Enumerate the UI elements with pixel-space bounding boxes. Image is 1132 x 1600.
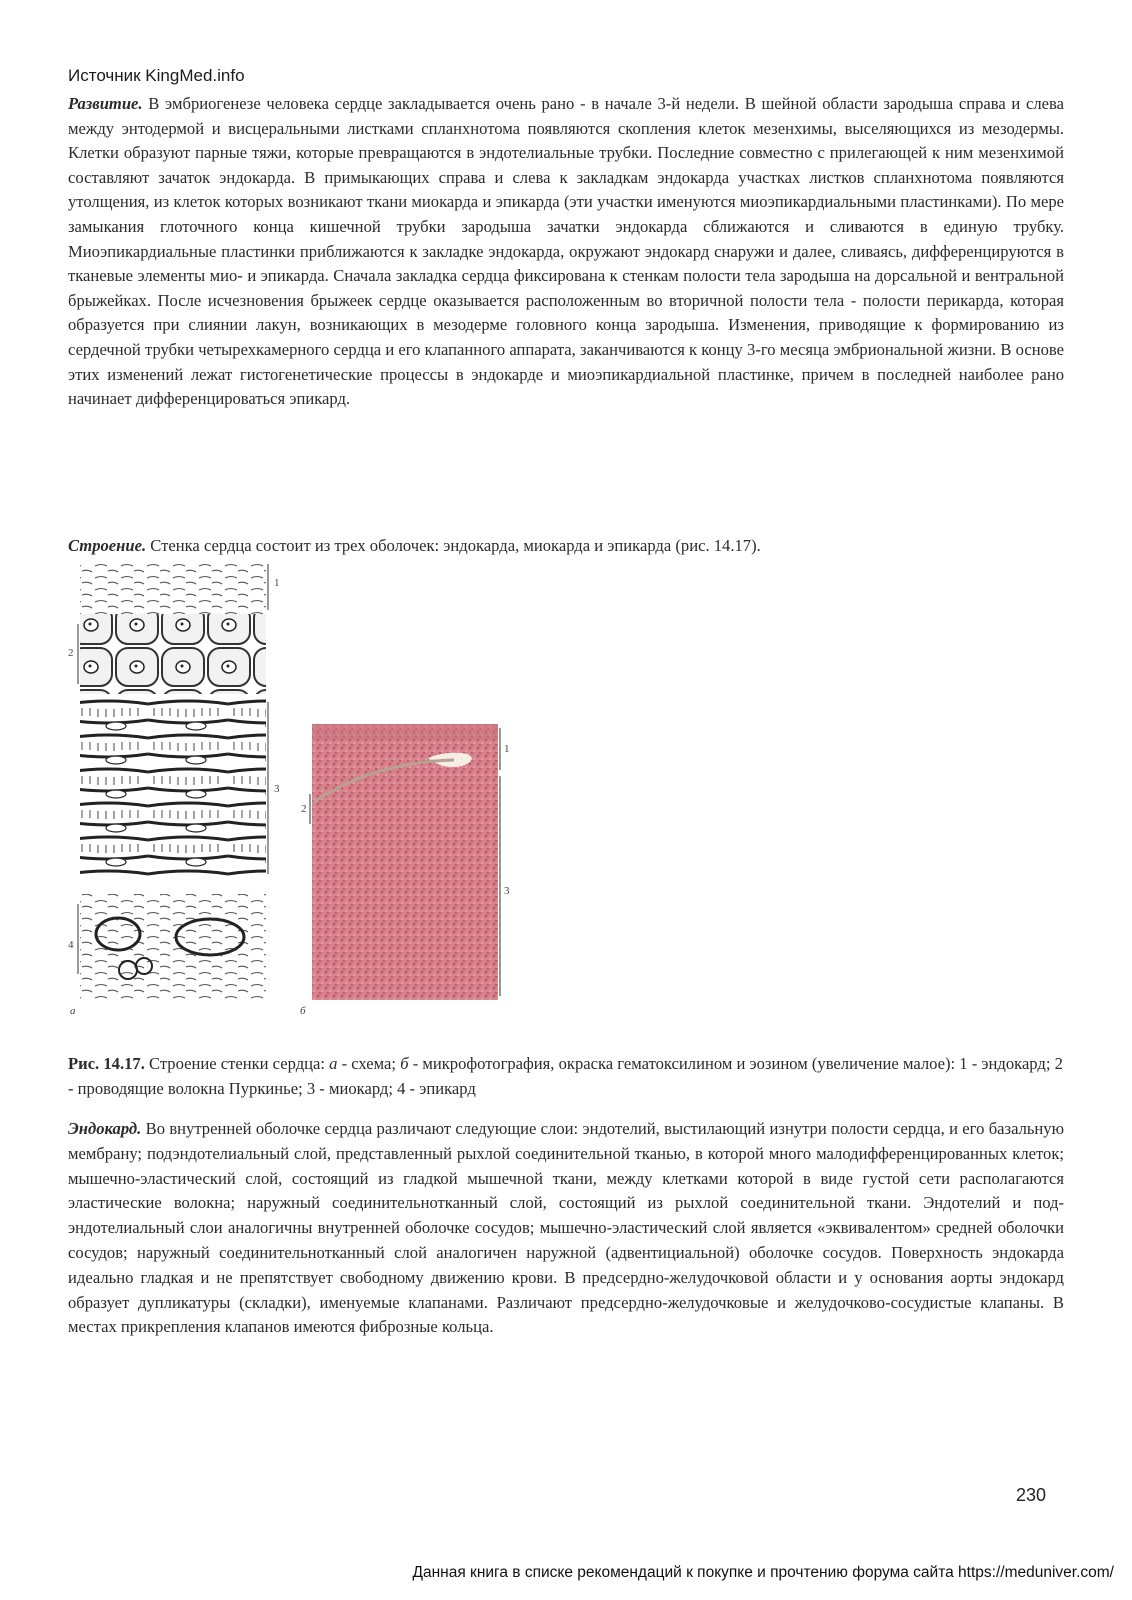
caption-figure-number: Рис. 14.17. [68,1054,145,1073]
label-b-1: 1 [504,743,510,755]
endocard-text: Во внутренней оболочке сердца различают следующие слои: эндотелий, выстилающий изнутри полости сердца, и его базальную мембрану; подэндотелиальный слой, представленный рыхлой соединительной тканью, в которой много малодифференцированных клеток; мышечно-эластический слой, состоящий из гладкой мышечной ткани, между клетками которой в виде густой сети располагаются эластические волокна; наружный соединительнотканный слой, состоящий из рыхлой соединительной ткани. Эндотелий и под-эндотелиальный слои аналогичны внутренней оболочке сосудов; мышечно-эластический слой является «эквивалентом» средней оболочки сосудов; наружный соединительнотканный слой аналогичен наружной (адвентициальной) оболочке сосудов. Поверхность эндокарда идеально гладкая и не препятствует свободному движению крови. В предсердно-желудочковой области и у основания аорты эндокард образует дупликатуры (складки), именуемые клапанами. Различают предсердно-желудочковые и желудочково-сосудистые клапаны. В местах прикрепления клапанов имеются фиброзные кольца. [68,1119,1064,1337]
structure-paragraph [68,534,1064,559]
myocardium-layer [80,698,266,878]
micrograph-panel-b [300,724,510,1017]
footer-note: Данная книга в списке рекомендаций к покупке и прочтению форума сайта https://meduniver.com/ [412,1564,1114,1581]
caption-text: - микрофотография, окраска гематоксилином и эозином (увеличение малое): 1 - эндокард; 2 - проводящие волокна Пуркинье; 3 - миокард; 4 - эпикард [68,1054,1063,1098]
caption-text: Строение стенки сердца: [144,1054,330,1073]
development-heading: Развитие. [68,94,143,113]
label-a-3: 3 [274,783,280,795]
development-paragraph [68,92,1064,412]
structure-text: Стенка сердца состоит из трех оболочек: эндокарда, миокарда и эпикарда (рис. 14.17). [146,536,761,555]
caption-text: - схема; [337,1054,401,1073]
label-a-4: 4 [68,939,74,951]
endocardium-layer [80,562,266,614]
figure-caption [68,1052,1064,1101]
schematic-panel-a [68,562,280,1017]
heart-wall-figure [68,562,548,1032]
caption-panel-a: а [329,1054,338,1073]
page-number: 230 [1015,1485,1046,1505]
development-text: В эмбриогенезе человека сердце закладывается очень рано - в начале 3-й недели. В шейной области зародыша справа и слева между энтодермой и висцеральными листками спланхнотома появляются скопления клеток мезенхимы, выселяющихся из мезодермы. Клетки образуют парные тяжи, которые превращаются в эндотелиальные трубки. Последние совместно с прилегающей к ним мезенхимой составляют зачаток эндокарда. В примыкающих справа и слева к закладкам эндокарда участках листков спланхнотома появляются утолщения, из клеток которых возникают ткани миокарда и эпикарда (эти участки именуются миоэпикардиальными пластинками). По мере замыкания глоточного конца кишечной трубки зародыша зачатки эндокарда сближаются и сливаются в единую трубку. Миоэпикардиальные пластинки приближаются к закладке эндокарда, окружают эндокард снаружи и далее, сливаясь, дифференцируются в тканевые элементы мио- и эпикарда. Сначала закладка сердца фиксирована к стенкам полости тела зародыша на дорсальной и вентральной брыжейках. После исчезновения брыжеек сердце оказывается расположенным во вторичной полости тела - полости перикарда, которая образуется при слиянии лакун, возникающих в мезодерме головного конца зародыша. Изменения, приводящие к формированию из сердечной трубки четырехкамерного сердца и его клапанного аппарата, заканчиваются к концу 3-го месяца эмбриональной жизни. В основе этих изменений лежат гистогенетические процессы в эндокарде и миоэпикардиальной пластинке, причем в последней наиболее рано начинает дифференцироваться эпикард. [68,94,1064,409]
label-b-2: 2 [301,803,307,815]
caption-panel-b: б [400,1054,409,1073]
endocard-heading: Эндокард. [68,1119,142,1138]
label-a-2: 2 [68,647,74,659]
structure-heading: Строение. [68,536,147,555]
endocard-paragraph [68,1117,1064,1340]
label-b-3: 3 [504,885,510,897]
panel-b-label: б [300,1005,306,1017]
figure-14-17 [68,562,548,1032]
purkinje-fiber-layer [80,614,266,694]
endocardium-band [312,724,498,740]
panel-a-label: а [70,1005,76,1017]
source-header: Источник KingMed.info [68,66,245,85]
label-a-1: 1 [274,577,280,589]
